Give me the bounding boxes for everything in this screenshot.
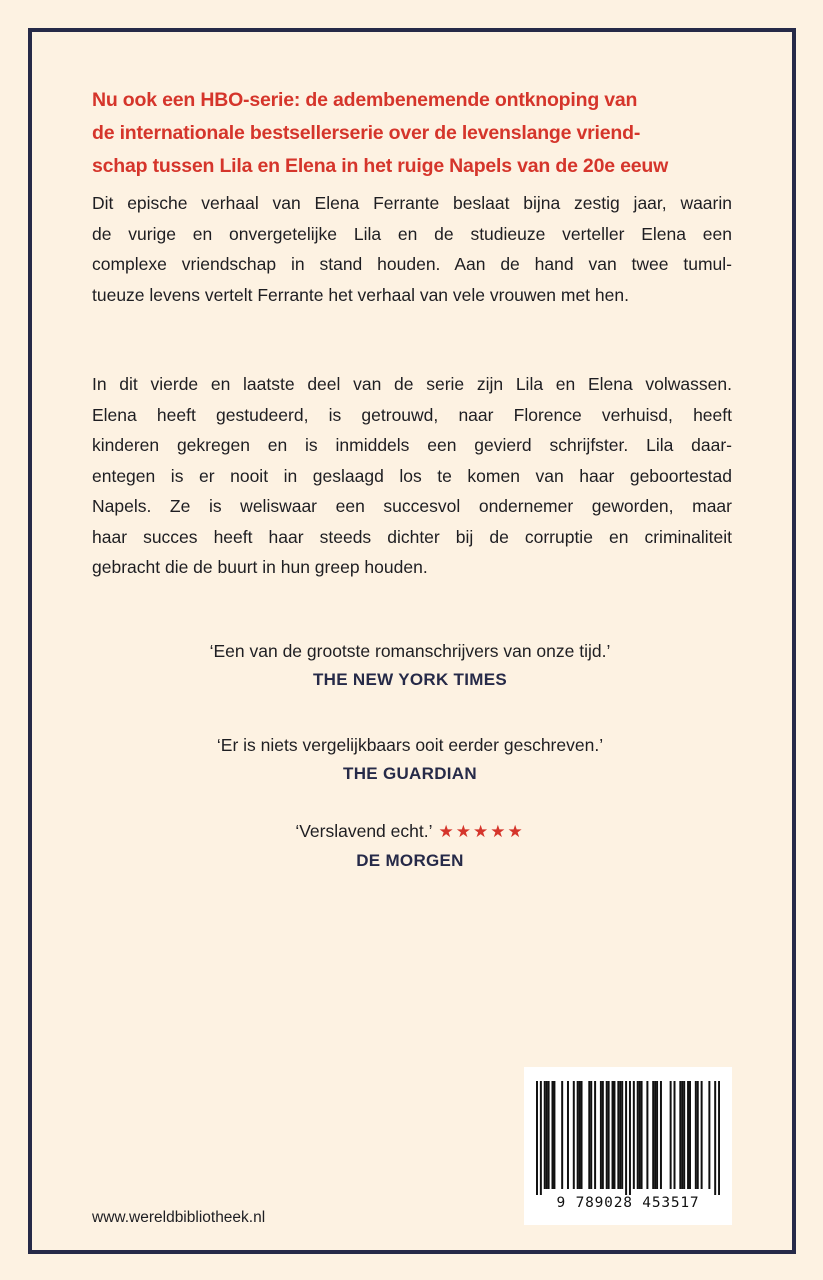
barcode-panel [524, 1067, 732, 1225]
paragraph-line: kinderen gekregen en is inmiddels een gevierd schrijfster. Lila daar- [92, 435, 732, 455]
barcode-bar [619, 1081, 621, 1189]
quote-source: DE MORGEN [356, 851, 464, 870]
barcode-bar [613, 1081, 615, 1189]
barcode-bar [718, 1081, 720, 1195]
barcode-bar [546, 1081, 548, 1189]
review-quote-morgen [100, 818, 720, 875]
paragraph-line: Elena heeft gestudeerd, is getrouwd, naar Florence verhuisd, heeft [92, 404, 732, 425]
barcode-bar [695, 1081, 697, 1189]
barcode-bar [544, 1081, 546, 1189]
barcode-bar [625, 1081, 627, 1195]
quote-text: ‘Er is niets vergelijkbaars ooit eerder geschreven.’ [216, 735, 604, 755]
barcode-bar [637, 1081, 639, 1189]
barcode-bar [540, 1081, 542, 1195]
barcode-bar [656, 1081, 658, 1189]
quote-text: ‘Verslavend echt.’ [295, 821, 433, 841]
paragraph-line: In dit vierde en laatste deel van de serie zijn Lila en Elena volwassen. [92, 374, 732, 394]
barcode-bar [701, 1081, 703, 1189]
barcode-bar [594, 1081, 596, 1189]
barcode-bar [660, 1081, 662, 1189]
barcode-bar [590, 1081, 592, 1189]
barcode-bar [689, 1081, 691, 1189]
publisher-website: www.wereldbibliotheek.nl [92, 1209, 266, 1226]
barcode-bar [652, 1081, 654, 1189]
barcode-bar [679, 1081, 681, 1189]
headline [92, 84, 742, 183]
barcode-bar [548, 1081, 550, 1189]
headline-line: schap tussen Lila en Elena in het ruige Napels van de 20e eeuw [92, 155, 669, 177]
barcode-bar [681, 1081, 683, 1189]
review-quote-guardian [100, 732, 720, 788]
barcode-bar [633, 1081, 635, 1189]
paragraph-line: Napels. Ze is weliswaar een succesvol ondernemer geworden, maar [92, 496, 732, 516]
paragraph-line: de vurige en onvergetelijke Lila en de studieuze verteller Elena een [92, 223, 732, 244]
quote-source: THE GUARDIAN [343, 764, 477, 783]
barcode-bar [581, 1081, 583, 1189]
barcode-bar [573, 1081, 575, 1189]
barcode-bar [617, 1081, 619, 1189]
paragraph-line: complexe vriendschap in stand houden. Aan de hand van twee tumul- [92, 254, 732, 274]
barcode-bar [670, 1081, 672, 1189]
description-paragraph-2 [92, 369, 732, 583]
description-paragraph-1 [92, 188, 732, 310]
paragraph-line: Dit epische verhaal van Elena Ferrante beslaat bijna zestig jaar, waarin [92, 193, 732, 213]
barcode-bar [697, 1081, 699, 1189]
barcode-bar [629, 1081, 631, 1195]
headline-line: Nu ook een HBO-serie: de adembenemende ontknoping van [92, 89, 638, 111]
barcode-bar [708, 1081, 710, 1189]
barcode-bar [646, 1081, 648, 1189]
barcode-bar [551, 1081, 553, 1189]
barcode-bar [674, 1081, 676, 1189]
barcode-bar [612, 1081, 614, 1189]
barcode-bar [561, 1081, 563, 1189]
barcode-bar [714, 1081, 716, 1195]
paragraph-line: tueuze levens vertelt Ferrante het verhaal van vele vrouwen met hen. [92, 284, 629, 305]
quote-line [100, 818, 720, 845]
barcode-icon [536, 1081, 720, 1195]
isbn-number: 9 789028 453517 [556, 1195, 700, 1211]
barcode-bar [577, 1081, 579, 1189]
barcode-bar [608, 1081, 610, 1189]
barcode-bar [621, 1081, 623, 1189]
quote-source: THE NEW YORK TIMES [313, 670, 507, 689]
review-quote-nyt [100, 638, 720, 694]
quote-text: ‘Een van de grootste romanschrijvers van onze tijd.’ [209, 641, 611, 661]
paragraph-line: haar succes heeft haar steeds dichter bij de corruptie en criminaliteit [92, 526, 732, 547]
barcode-bar [588, 1081, 590, 1189]
barcode-bar [641, 1081, 643, 1189]
barcode-bar [639, 1081, 641, 1189]
barcode-bar [687, 1081, 689, 1189]
headline-line: de internationale bestsellerserie over de levenslange vriend- [92, 122, 641, 144]
paragraph-line: gebracht die de buurt in hun greep houden. [92, 557, 428, 577]
barcode-bar [602, 1081, 604, 1189]
barcode-bar [567, 1081, 569, 1189]
barcode-bar [553, 1081, 555, 1189]
paragraph-line: entegen is er nooit in geslaagd los te komen van haar geboortestad [92, 465, 732, 486]
barcode-bar [606, 1081, 608, 1189]
barcode-bar [536, 1081, 538, 1195]
star-rating-icon: ★★★★★ [438, 822, 525, 841]
barcode-bar [654, 1081, 656, 1189]
barcode-bar [579, 1081, 581, 1189]
barcode-bar [683, 1081, 685, 1189]
barcode-bar [600, 1081, 602, 1189]
